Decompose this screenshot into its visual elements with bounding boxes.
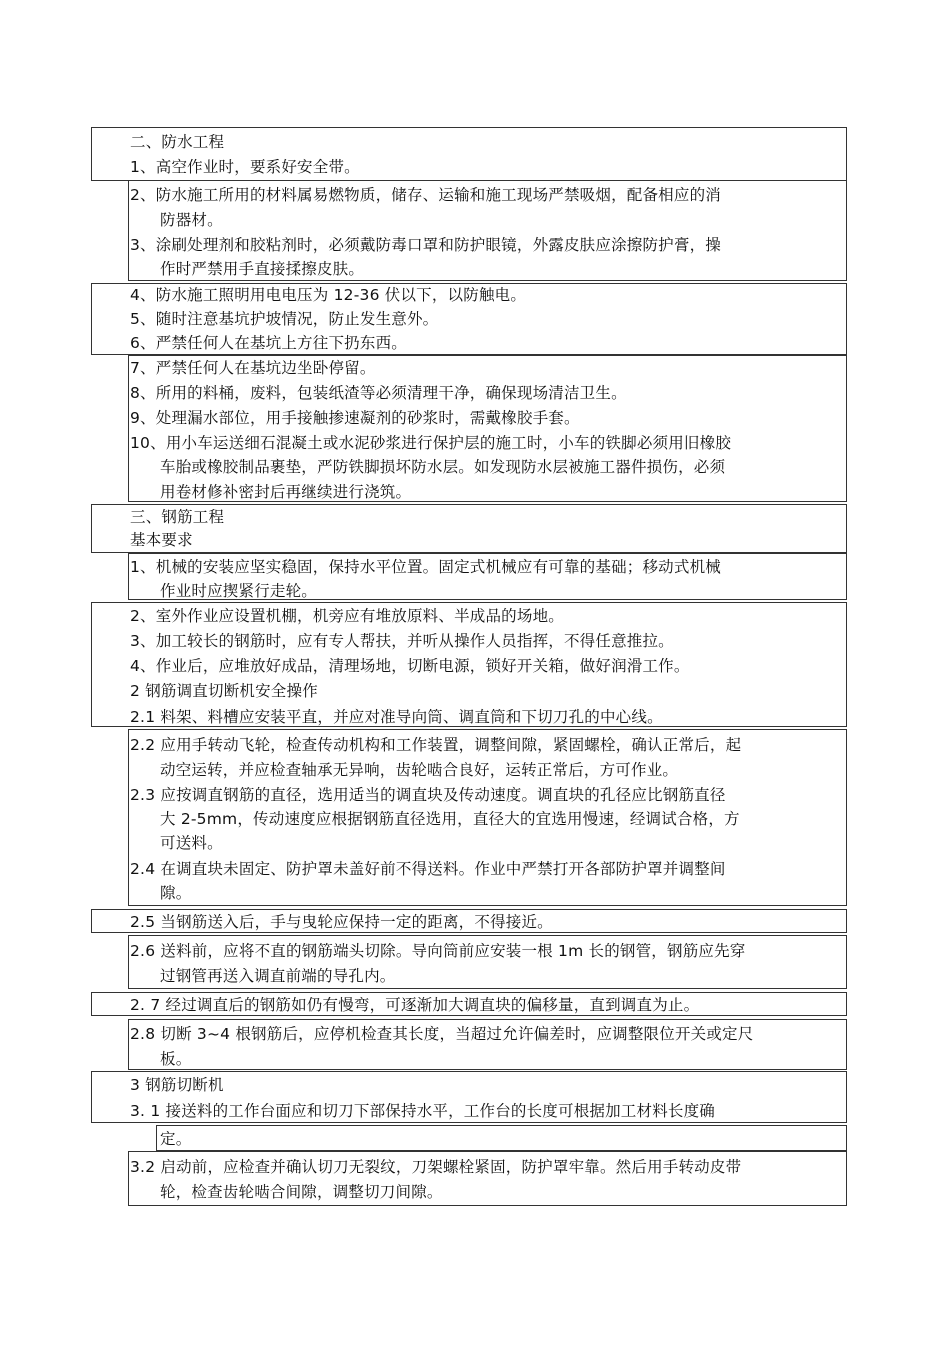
text-line: 隙。 (160, 884, 192, 902)
text-line: 3、涂刷处理剂和胶粘剂时，必须戴防毒口罩和防护眼镜，外露皮肤应涂擦防护膏，操 (130, 236, 721, 254)
text-line: 2.1 料架、料槽应安装平直，并应对准导向筒、调直筒和下切刀孔的中心线。 (130, 708, 663, 726)
text-line: 动空运转，并应检查轴承无异响，齿轮啮合良好，运转正常后，方可作业。 (160, 761, 679, 779)
text-line: 定。 (160, 1130, 192, 1148)
text-line: 大 2-5mm，传动速度应根据钢筋直径选用，直径大的宜选用慢速，经调试合格，方 (160, 810, 740, 828)
text-line: 3. 1 接送料的工作台面应和切刀下部保持水平，工作台的长度可根据加工材料长度确 (130, 1102, 716, 1120)
text-line: 用卷材修补密封后再继续进行浇筑。 (160, 483, 412, 501)
text-line: 轮，检查齿轮啮合间隙，调整切刀间隙。 (160, 1183, 443, 1201)
subsection-heading: 3 钢筋切断机 (130, 1076, 224, 1094)
text-line: 10、用小车运送细石混凝土或水泥砂浆进行保护层的施工时，小车的铁脚必须用旧橡胶 (130, 434, 732, 452)
text-line: 可送料。 (160, 834, 223, 852)
text-line: 3、加工较长的钢筋时，应有专人帮扶，并听从操作人员指挥，不得任意推拉。 (130, 632, 674, 650)
text-line: 过钢管再送入调直前端的导孔内。 (160, 967, 396, 985)
text-line: 5、随时注意基坑护坡情况，防止发生意外。 (130, 310, 439, 328)
table-cell (156, 1125, 847, 1151)
text-line: 4、作业后，应堆放好成品，清理场地，切断电源，锁好开关箱，做好润滑工作。 (130, 657, 690, 675)
text-line: 2、室外作业应设置机棚，机旁应有堆放原料、半成品的场地。 (130, 607, 564, 625)
text-line: 车胎或橡胶制品裹垫，严防铁脚损坏防水层。如发现防水层被施工器件损伤，必须 (160, 458, 726, 476)
text-line: 3.2 启动前，应检查并确认切刀无裂纹，刀架螺栓紧固，防护罩牢靠。然后用手转动皮带 (130, 1158, 742, 1176)
text-line: 4、防水施工照明用电电压为 12-36 伏以下，以防触电。 (130, 286, 527, 304)
text-line: 7、严禁任何人在基坑边坐卧停留。 (130, 359, 376, 377)
text-line: 作时严禁用手直接揉擦皮肤。 (160, 260, 365, 278)
text-line: 2.4 在调直块未固定、防护罩未盖好前不得送料。作业中严禁打开各部防护罩并调整间 (130, 860, 726, 878)
text-line: 板。 (160, 1050, 192, 1068)
section-heading: 三、钢筋工程 (130, 508, 225, 526)
text-line: 防器材。 (160, 211, 223, 229)
text-line: 1、高空作业时，要系好安全带。 (130, 158, 360, 176)
text-line: 作业时应揳紧行走轮。 (160, 582, 318, 600)
text-line: 8、所用的料桶，废料，包装纸渣等必须清理干净，确保现场清洁卫生。 (130, 384, 627, 402)
section-heading: 二、防水工程 (130, 133, 225, 151)
text-line: 2. 7 经过调直后的钢筋如仍有慢弯，可逐渐加大调直块的偏移量，直到调直为止。 (130, 996, 700, 1014)
subsection-heading: 基本要求 (130, 531, 193, 549)
subsection-heading: 2 钢筋调直切断机安全操作 (130, 682, 318, 700)
text-line: 1、机械的安装应坚实稳固，保持水平位置。固定式机械应有可靠的基础；移动式机械 (130, 558, 721, 576)
text-line: 2、防水施工所用的材料属易燃物质，储存、运输和施工现场严禁吸烟，配备相应的消 (130, 186, 721, 204)
text-line: 9、处理漏水部位，用手接触掺速凝剂的砂浆时，需戴橡胶手套。 (130, 409, 580, 427)
text-line: 2.6 送料前，应将不直的钢筋端头切除。导向筒前应安装一根 1m 长的钢管，钢筋应先穿 (130, 942, 746, 960)
text-line: 2.2 应用手转动飞轮，检查传动机构和工作装置，调整间隙，紧固螺栓，确认正常后，起 (130, 736, 742, 754)
text-line: 2.5 当钢筋送入后，手与曳轮应保持一定的距离，不得接近。 (130, 913, 553, 931)
text-line: 2.3 应按调直钢筋的直径，选用适当的调直块及传动速度。调直块的孔径应比钢筋直径 (130, 786, 726, 804)
text-line: 6、严禁任何人在基坑上方往下扔东西。 (130, 334, 407, 352)
text-line: 2.8 切断 3~4 根钢筋后，应停机检查其长度，当超过允许偏差时，应调整限位开关或定尺 (130, 1025, 754, 1043)
